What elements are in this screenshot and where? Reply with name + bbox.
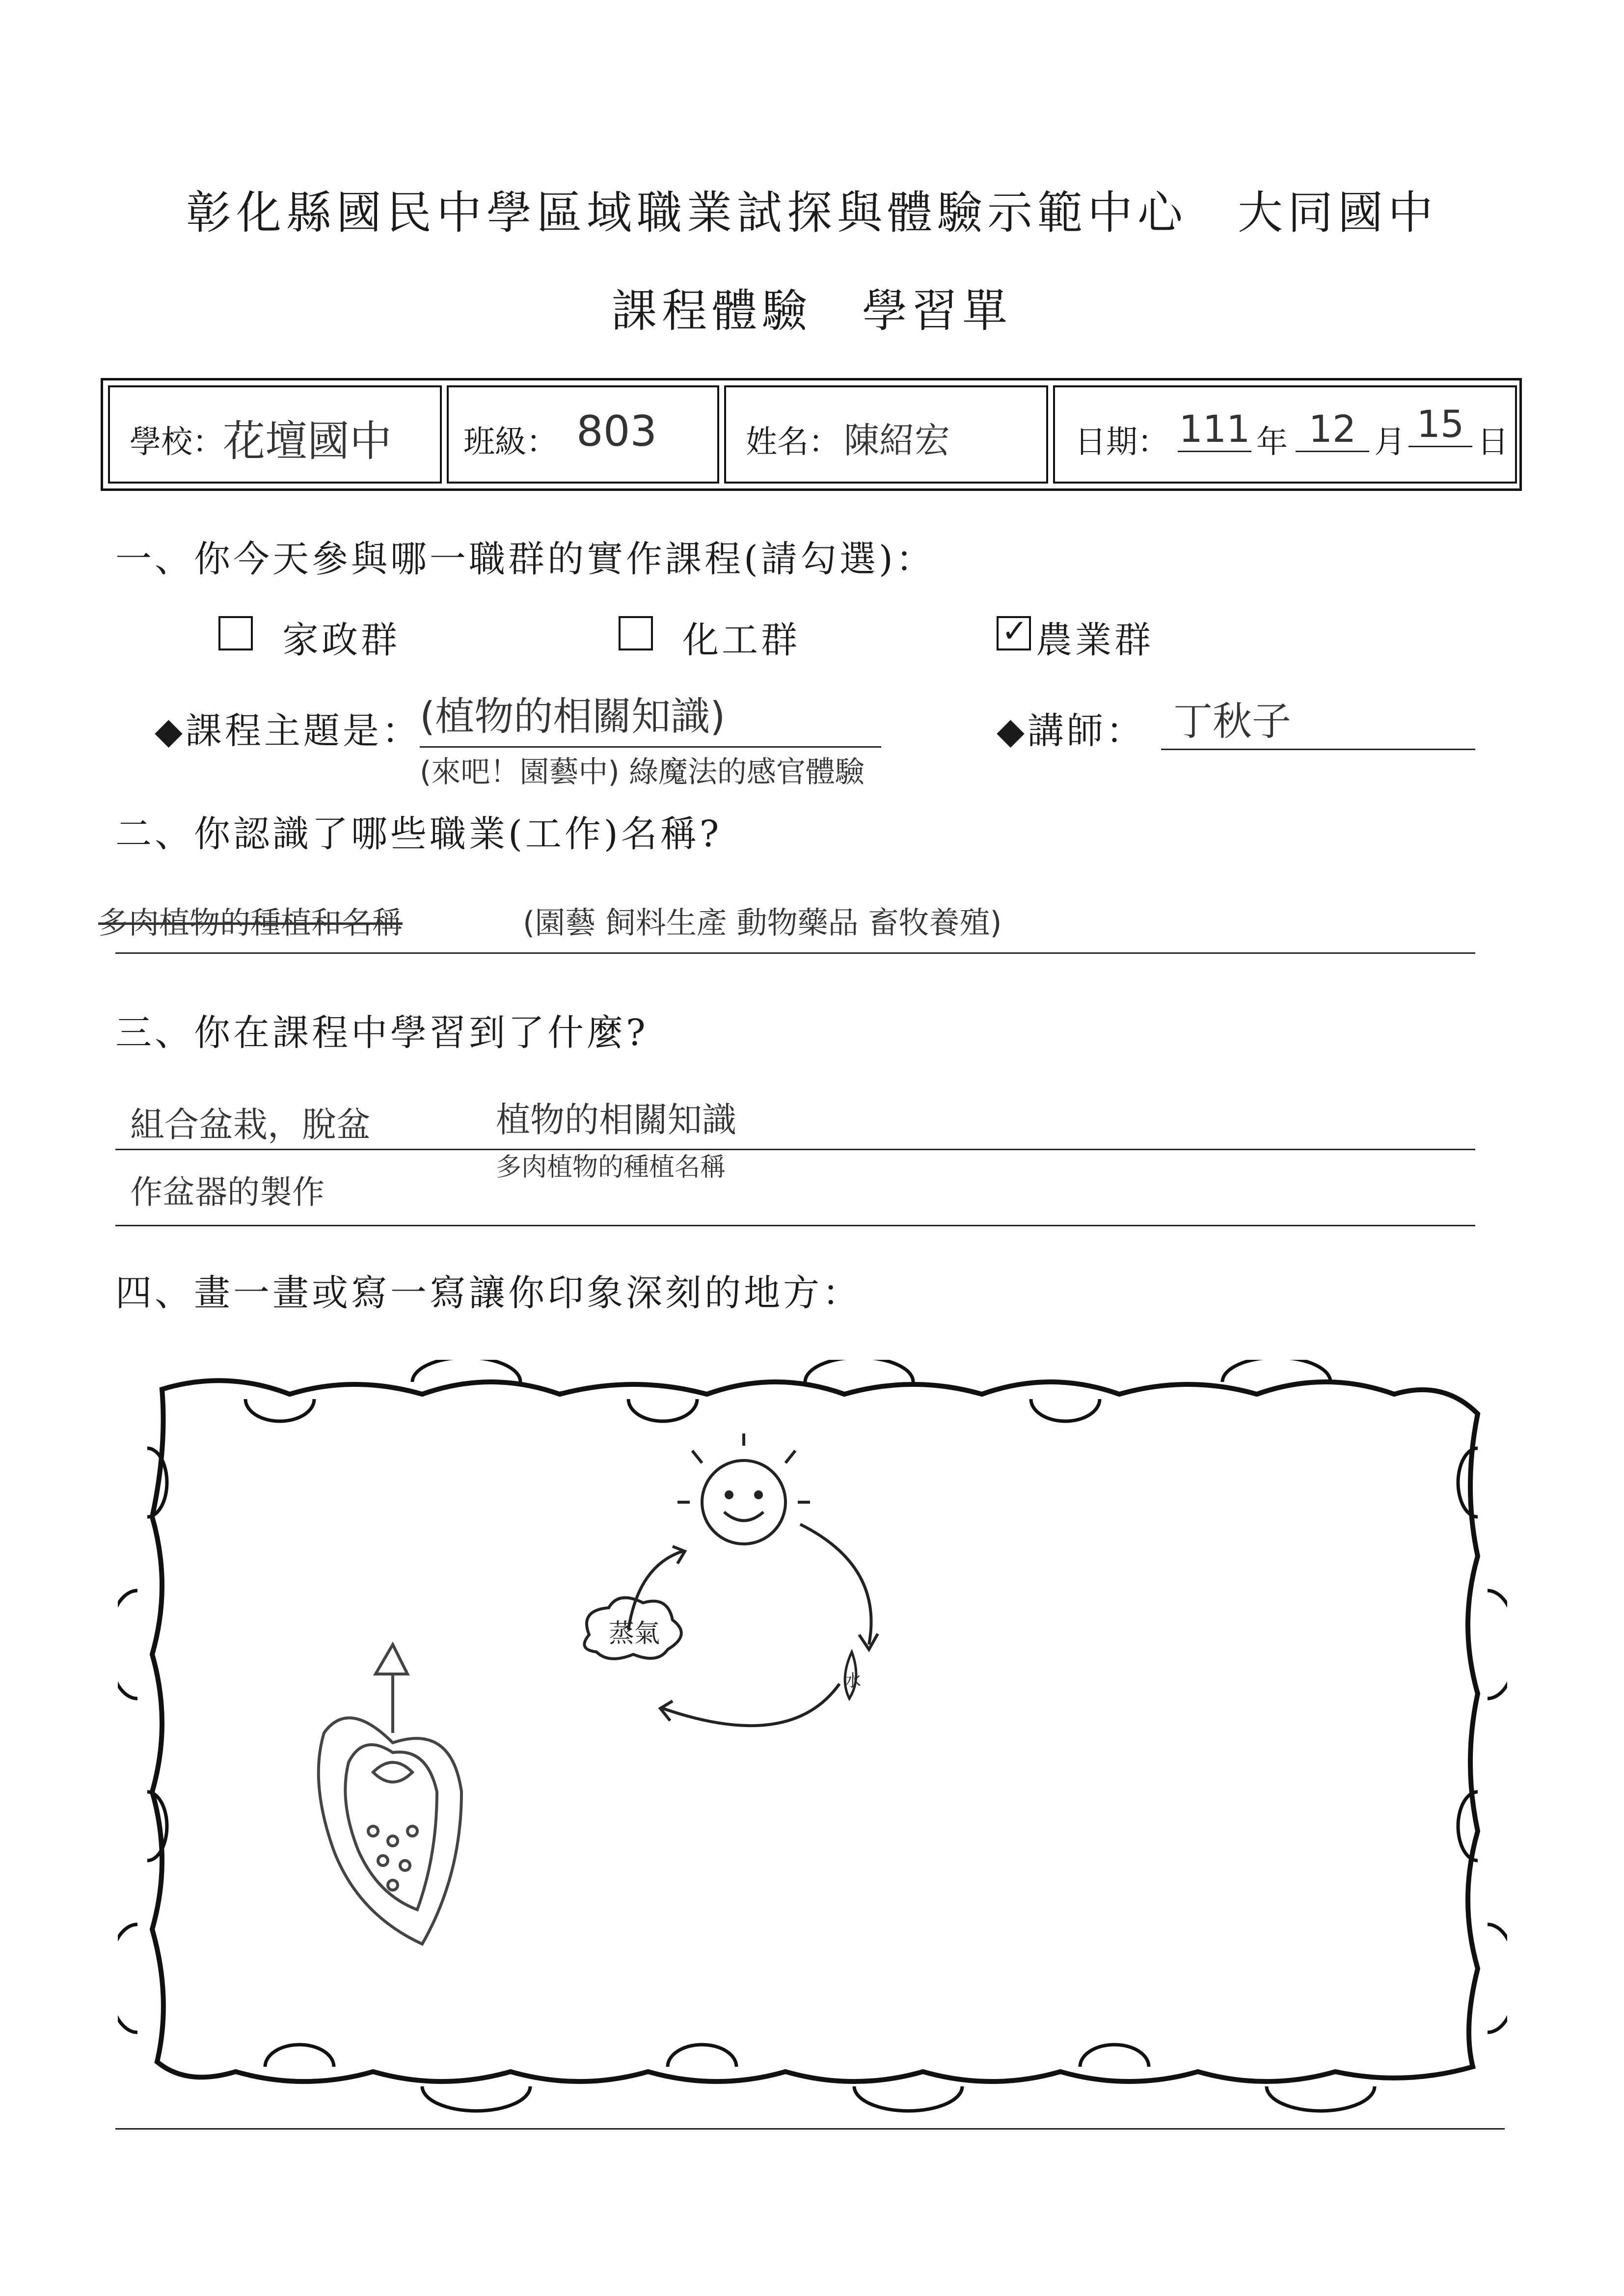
drawing-area (118, 1360, 1507, 2116)
date-label: 日期： (1075, 424, 1169, 460)
teacher-label: ◆講師： (997, 710, 1145, 752)
topic-value-2: (來吧！園藝中) 綠魔法的感官體驗 (420, 755, 865, 789)
school-label: 學校： (130, 424, 224, 460)
option-chemical-label: 化工群 (682, 619, 800, 661)
answer-2: (園藝 飼料生產 動物藥品 畜牧養殖) (523, 905, 1002, 941)
question-3: 三、你在課程中學習到了什麼? (115, 1012, 649, 1054)
checkbox-home-economics[interactable] (218, 616, 253, 650)
class-cell (447, 385, 719, 484)
document-subtitle: 課程體驗 學習單 (611, 285, 1012, 337)
sun-icon (677, 1433, 810, 1544)
document-title: 彰化縣國民中學區域職業試探與體驗示範中心 大同國中 (186, 187, 1438, 239)
answer-2-struck: 多肉植物的種植和名稱 (98, 905, 403, 941)
seed-pod-icon (319, 1645, 461, 1944)
question-2: 二、你認識了哪些職業(工作)名稱? (115, 813, 722, 855)
school-value: 花壇國中 (223, 417, 392, 466)
cycle-arrows-icon (628, 1524, 878, 1726)
answer-3-line2-a: 作盆器的製作 (130, 1173, 325, 1211)
date-day-unit: 日 (1477, 424, 1509, 460)
teacher-value: 丁秋子 (1173, 699, 1291, 744)
drawing-svg (118, 1360, 1507, 2116)
name-cell (724, 385, 1048, 484)
topic-value: (植物的相關知識) (420, 694, 726, 739)
date-cell (1053, 385, 1517, 484)
option-home-economics-label: 家政群 (282, 619, 400, 661)
decorative-frame (152, 1380, 1478, 2081)
date-month-unit: 月 (1374, 424, 1406, 460)
frame-ornaments (118, 1360, 1507, 2111)
date-month: 12 (1296, 407, 1369, 452)
answer-3-line1-b: 植物的相關知識 (496, 1100, 736, 1140)
checkbox-agriculture[interactable] (997, 613, 1031, 650)
cloud-label: 蒸氣 (609, 1619, 660, 1648)
date-year-unit: 年 (1256, 424, 1288, 460)
date-year: 111 (1178, 407, 1251, 452)
class-label: 班級： (463, 424, 558, 460)
question-4: 四、畫一畫或寫一寫讓你印象深刻的地方： (115, 1272, 862, 1314)
option-agriculture-label: 農業群 (1036, 619, 1154, 661)
answer-3-line2-b: 多肉植物的種植名稱 (496, 1153, 726, 1182)
water-drop-label: 水 (844, 1671, 861, 1691)
answer-3-line1-a: 組合盆栽，脫盆 (130, 1105, 371, 1145)
topic-label: ◆課程主題是： (155, 710, 421, 752)
school-cell (108, 385, 442, 484)
checkbox-chemical[interactable] (619, 616, 653, 650)
info-table (101, 378, 1522, 491)
class-value: 803 (576, 407, 657, 456)
check-mark-icon: ✓ (1001, 613, 1028, 649)
name-label: 姓名： (746, 424, 840, 460)
name-value: 陳紹宏 (844, 420, 950, 461)
date-day: 15 (1408, 402, 1472, 447)
question-1: 一、你今天參與哪一職群的實作課程(請勾選)： (115, 538, 935, 580)
